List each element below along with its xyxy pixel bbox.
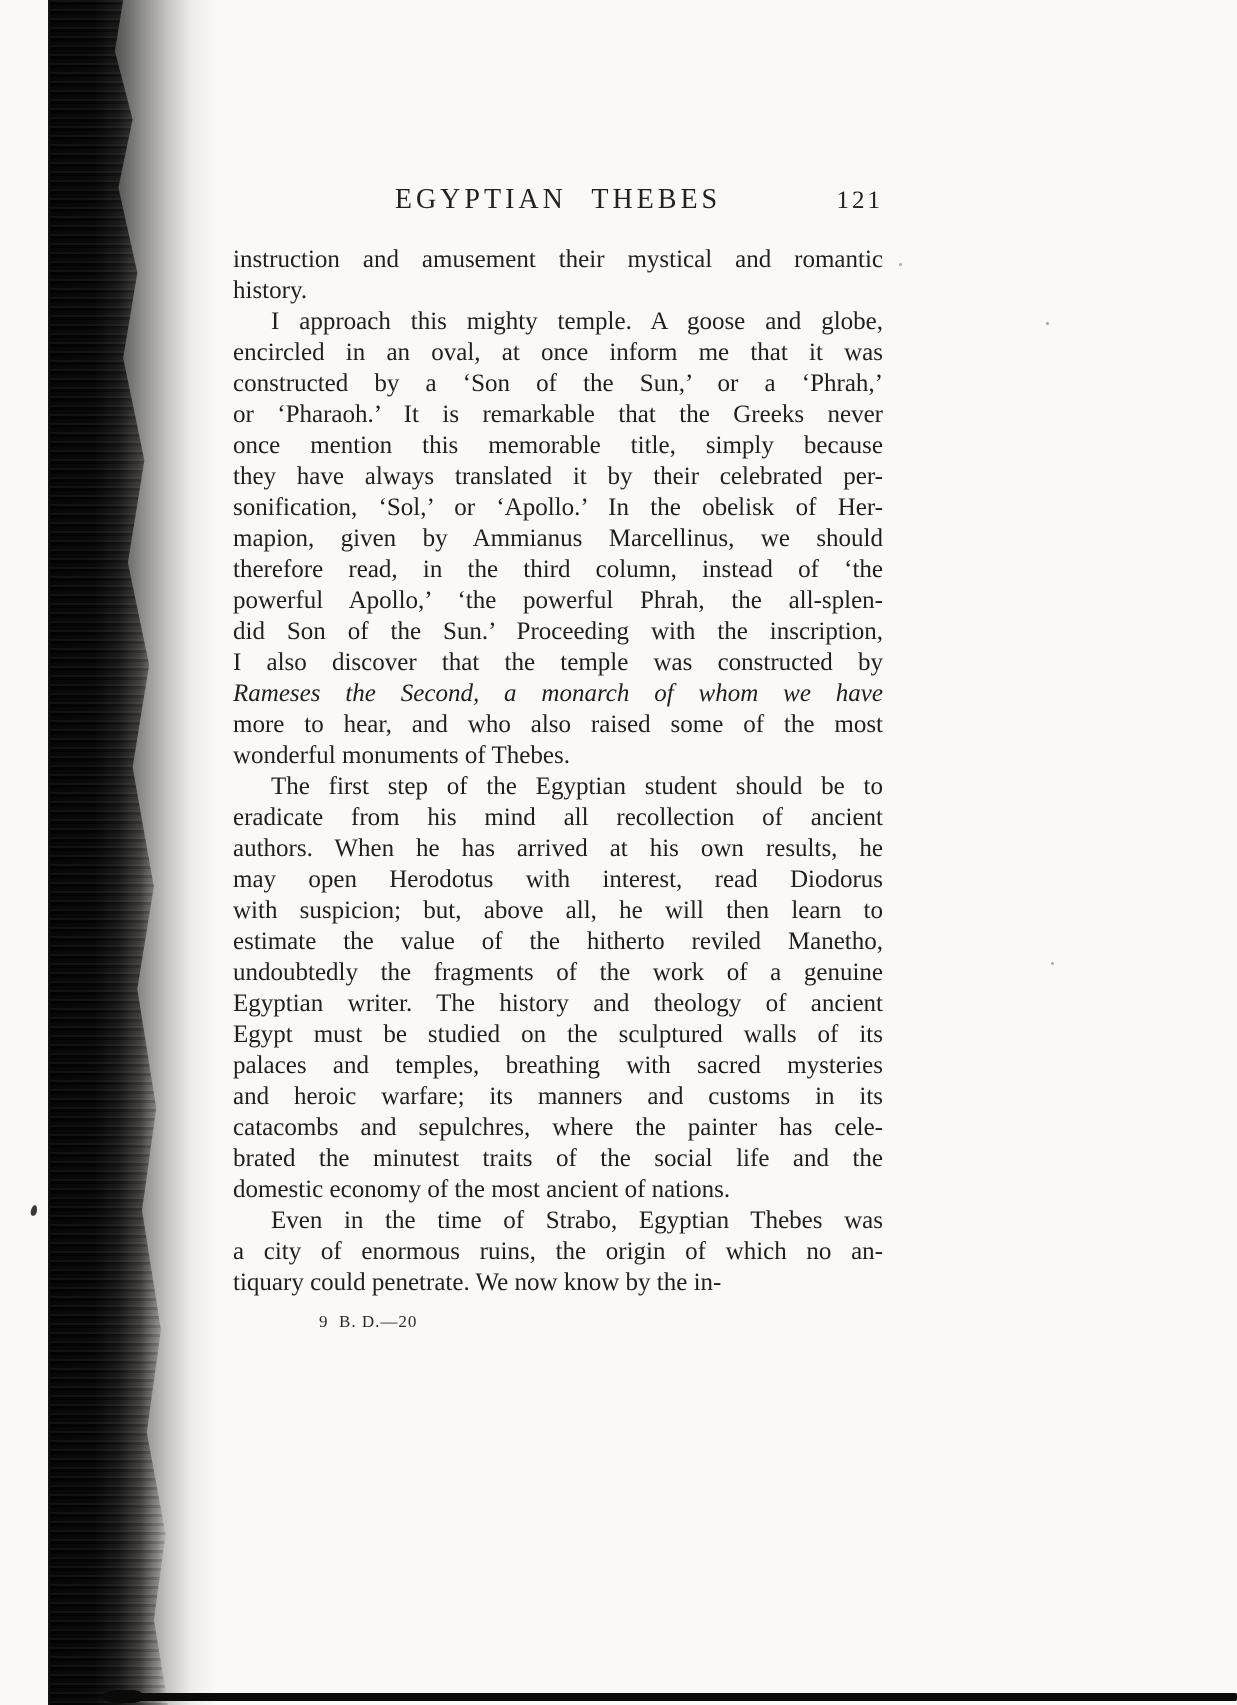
- text-line: or ‘Pharaoh.’ It is remarkable that the Greeks never: [233, 401, 883, 428]
- text-line: sonification, ‘Sol,’ or ‘Apollo.’ In the obelisk of Her-: [233, 494, 883, 521]
- text-line: history.: [233, 277, 308, 304]
- text-line: authors. When he has arrived at his own results, he: [233, 835, 883, 862]
- text-line: estimate the value of the hitherto reviled Manetho,: [233, 928, 883, 955]
- text-line: may open Herodotus with interest, read Diodorus: [233, 866, 883, 893]
- text-line: Egypt must be studied on the sculptured walls of its: [233, 1021, 883, 1048]
- text-line: encircled in an oval, at once inform me that it was: [233, 339, 883, 366]
- text-line: The first step of the Egyptian student should be to: [271, 773, 883, 800]
- text-line: brated the minutest traits of the social life and the: [233, 1145, 883, 1172]
- text-line: eradicate from his mind all recollection of ancient: [233, 804, 883, 831]
- scan-speck: [899, 263, 902, 266]
- text-line: did Son of the Sun.’ Proceeding with the inscription,: [233, 618, 883, 645]
- text-line: with suspicion; but, above all, he will then learn to: [233, 897, 883, 924]
- text-line: a city of enormous ruins, the origin of which no an-: [233, 1238, 883, 1265]
- text-line: constructed by a ‘Son of the Sun,’ or a ‘Phrah,’: [233, 370, 883, 397]
- text-line: catacombs and sepulchres, where the painter has cele-: [233, 1114, 883, 1141]
- scan-speck: [1046, 322, 1049, 325]
- text-line: Egyptian writer. The history and theology of ancient: [233, 990, 883, 1017]
- text-line: and heroic warfare; its manners and customs in its: [233, 1083, 883, 1110]
- page-content: [233, 184, 883, 1332]
- text-line: domestic economy of the most ancient of nations.: [233, 1176, 731, 1203]
- signature-mark: 9 B. D.—20: [319, 1312, 418, 1331]
- text-line: once mention this memorable title, simply because: [233, 432, 883, 459]
- scan-speck: [30, 1204, 38, 1216]
- text-line: Even in the time of Strabo, Egyptian Thebes was: [271, 1207, 883, 1234]
- text-line: Rameses the Second, a monarch of whom we have: [233, 680, 883, 707]
- scan-speck: [1051, 962, 1054, 965]
- scan-bottom-artifact: [106, 1693, 1237, 1701]
- text-line: powerful Apollo,’ ‘the powerful Phrah, the all-splen-: [233, 587, 883, 614]
- text-line: more to hear, and who also raised some of the most: [233, 711, 883, 738]
- text-line: undoubtedly the fragments of the work of a genuine: [233, 959, 883, 986]
- text-line: wonderful monuments of Thebes.: [233, 742, 570, 769]
- text-line: instruction and amusement their mystical and romantic: [233, 246, 883, 273]
- text-line: I also discover that the temple was constructed by: [233, 649, 883, 676]
- text-line: palaces and temples, breathing with sacred mysteries: [233, 1052, 883, 1079]
- text-line: mapion, given by Ammianus Marcellinus, we should: [233, 525, 883, 552]
- running-title: EGYPTIAN THEBES: [394, 184, 722, 215]
- page-number: 121: [836, 187, 883, 214]
- page-header: [233, 184, 883, 224]
- text-line: therefore read, in the third column, instead of ‘the: [233, 556, 883, 583]
- text-line: tiquary could penetrate. We now know by the in-: [233, 1269, 722, 1296]
- text-line: they have always translated it by their celebrated per-: [233, 463, 883, 490]
- body-text: [233, 244, 883, 1298]
- text-line: I approach this mighty temple. A goose and globe,: [271, 308, 883, 335]
